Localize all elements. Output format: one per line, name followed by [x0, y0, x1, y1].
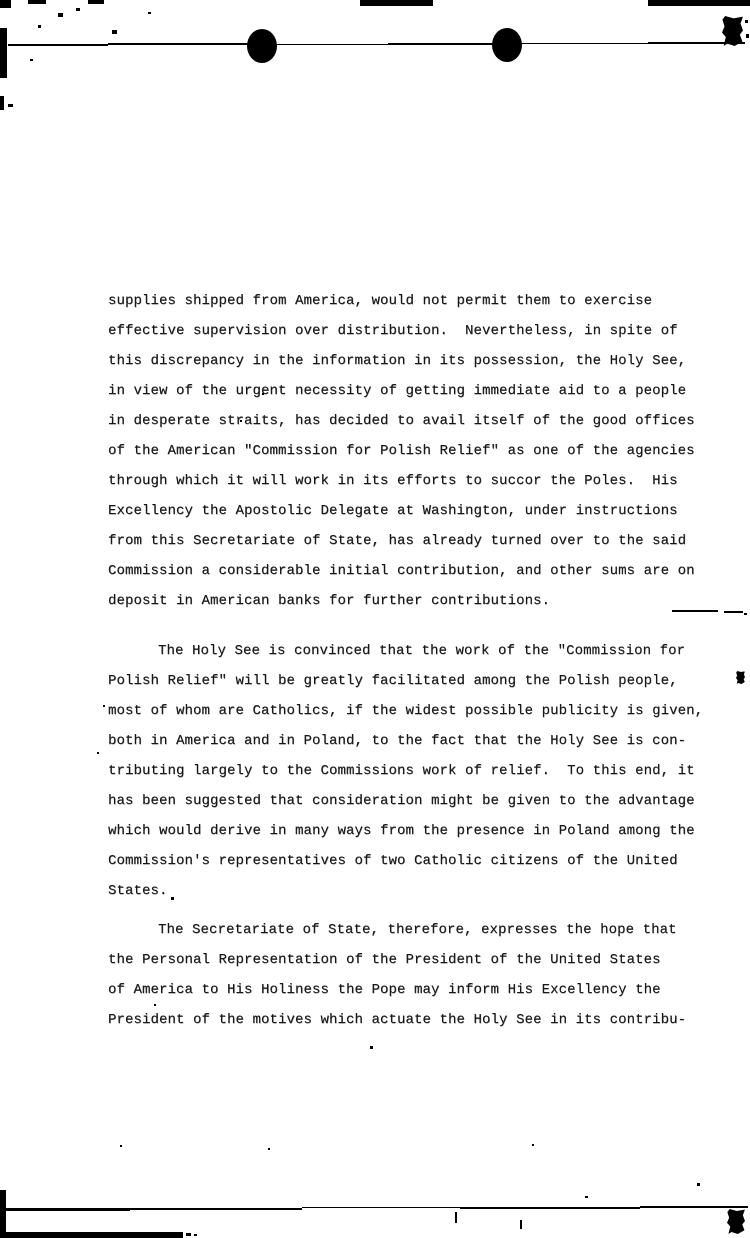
scratch-line — [510, 43, 648, 44]
text-line: both in America and in Poland, to the fact that the Holy See is con- — [108, 733, 687, 749]
scratch-line — [8, 44, 108, 46]
speck — [112, 30, 117, 34]
text-line: President of the motives which actuate the Holy See in its contribu- — [108, 1012, 687, 1028]
speck — [370, 1046, 373, 1049]
ink-blot — [727, 1209, 745, 1234]
text-line: from this Secretariate of State, has already turned over to the said — [108, 533, 687, 549]
speck — [585, 1196, 588, 1198]
speck — [148, 12, 151, 14]
scratch-line — [460, 1207, 640, 1209]
stray-line — [724, 611, 743, 613]
paragraph — [108, 915, 703, 1035]
scratch-line — [260, 44, 388, 45]
speck — [8, 104, 13, 107]
text-line: The Holy See is convinced that the work of the "Commission for — [158, 643, 686, 659]
text-line: tributing largely to the Commissions work of relief. To this end, it — [108, 763, 695, 779]
text-line: deposit in American banks for further contributions. — [108, 593, 551, 609]
hole-punch — [247, 29, 277, 63]
text-line: of America to His Holiness the Pope may inform His Excellency the — [108, 982, 661, 998]
text-line: of the American "Commission for Polish Relief" as one of the agencies — [108, 443, 695, 459]
text-line: Polish Relief" will be greatly facilitated among the Polish people, — [108, 673, 678, 689]
paragraph — [108, 636, 703, 906]
speck — [697, 1183, 700, 1186]
speck — [76, 8, 80, 11]
text-line: Commission a considerable initial contribution, and other sums are on — [108, 563, 695, 579]
stray-line — [744, 613, 747, 615]
speck — [30, 59, 33, 61]
speck — [97, 752, 99, 754]
text-line: which would derive in many ways from the presence in Poland among the — [108, 823, 695, 839]
text-line: the Personal Representation of the President of the United States — [108, 952, 661, 968]
scratch-line — [640, 1206, 748, 1208]
text-line: supplies shipped from America, would not permit them to exercise — [108, 293, 653, 309]
text-line: this discrepancy in the information in its possession, the Holy See, — [108, 353, 687, 369]
tick-mark — [455, 1212, 457, 1223]
scratch-line — [302, 1207, 460, 1208]
speck — [268, 1148, 270, 1150]
edge-bar — [28, 0, 46, 4]
tick-mark — [520, 1220, 522, 1229]
scratch-line — [130, 1208, 302, 1210]
speck — [103, 705, 105, 707]
edge-bar — [0, 1232, 183, 1238]
text-line: effective supervision over distribution. Nevertheless, in spite of — [108, 323, 678, 339]
text-line: The Secretariate of State, therefore, expresses the hope that — [158, 922, 677, 938]
speck — [58, 13, 63, 17]
edge-smudge — [0, 28, 7, 78]
text-line: in view of the urgent necessity of getting immediate aid to a people — [108, 383, 687, 399]
text-line: Commission's representatives of two Catholic citizens of the United — [108, 853, 678, 869]
text-line: Excellency the Apostolic Delegate at Washington, under instructions — [108, 503, 678, 519]
speck — [194, 1234, 197, 1236]
speck — [186, 1233, 191, 1236]
paragraph — [108, 286, 703, 616]
speck — [120, 1145, 122, 1147]
ink-blot — [736, 671, 745, 684]
letter-body — [108, 286, 703, 1035]
scratch-line — [0, 1208, 130, 1211]
edge-bar — [360, 0, 433, 6]
text-line: in desperate straits, has decided to avail itself of the good offices — [108, 413, 695, 429]
edge-smudge — [0, 1190, 6, 1238]
speck — [746, 34, 749, 38]
ink-blot — [722, 16, 743, 46]
text-line: most of whom are Catholics, if the widest possible publicity is given, — [108, 703, 704, 719]
hole-punch — [492, 28, 522, 62]
edge-bar — [0, 0, 11, 8]
text-line: through which it will work in its efforts to succor the Poles. His — [108, 473, 678, 489]
edge-smudge — [0, 96, 4, 110]
edge-bar — [88, 0, 104, 4]
speck — [532, 1144, 534, 1146]
speck — [745, 20, 748, 23]
text-line: States. — [108, 883, 168, 899]
edge-bar — [648, 0, 750, 6]
text-line: has been suggested that consideration might be given to the advantage — [108, 793, 695, 809]
scratch-line — [108, 43, 260, 45]
speck — [38, 25, 41, 28]
